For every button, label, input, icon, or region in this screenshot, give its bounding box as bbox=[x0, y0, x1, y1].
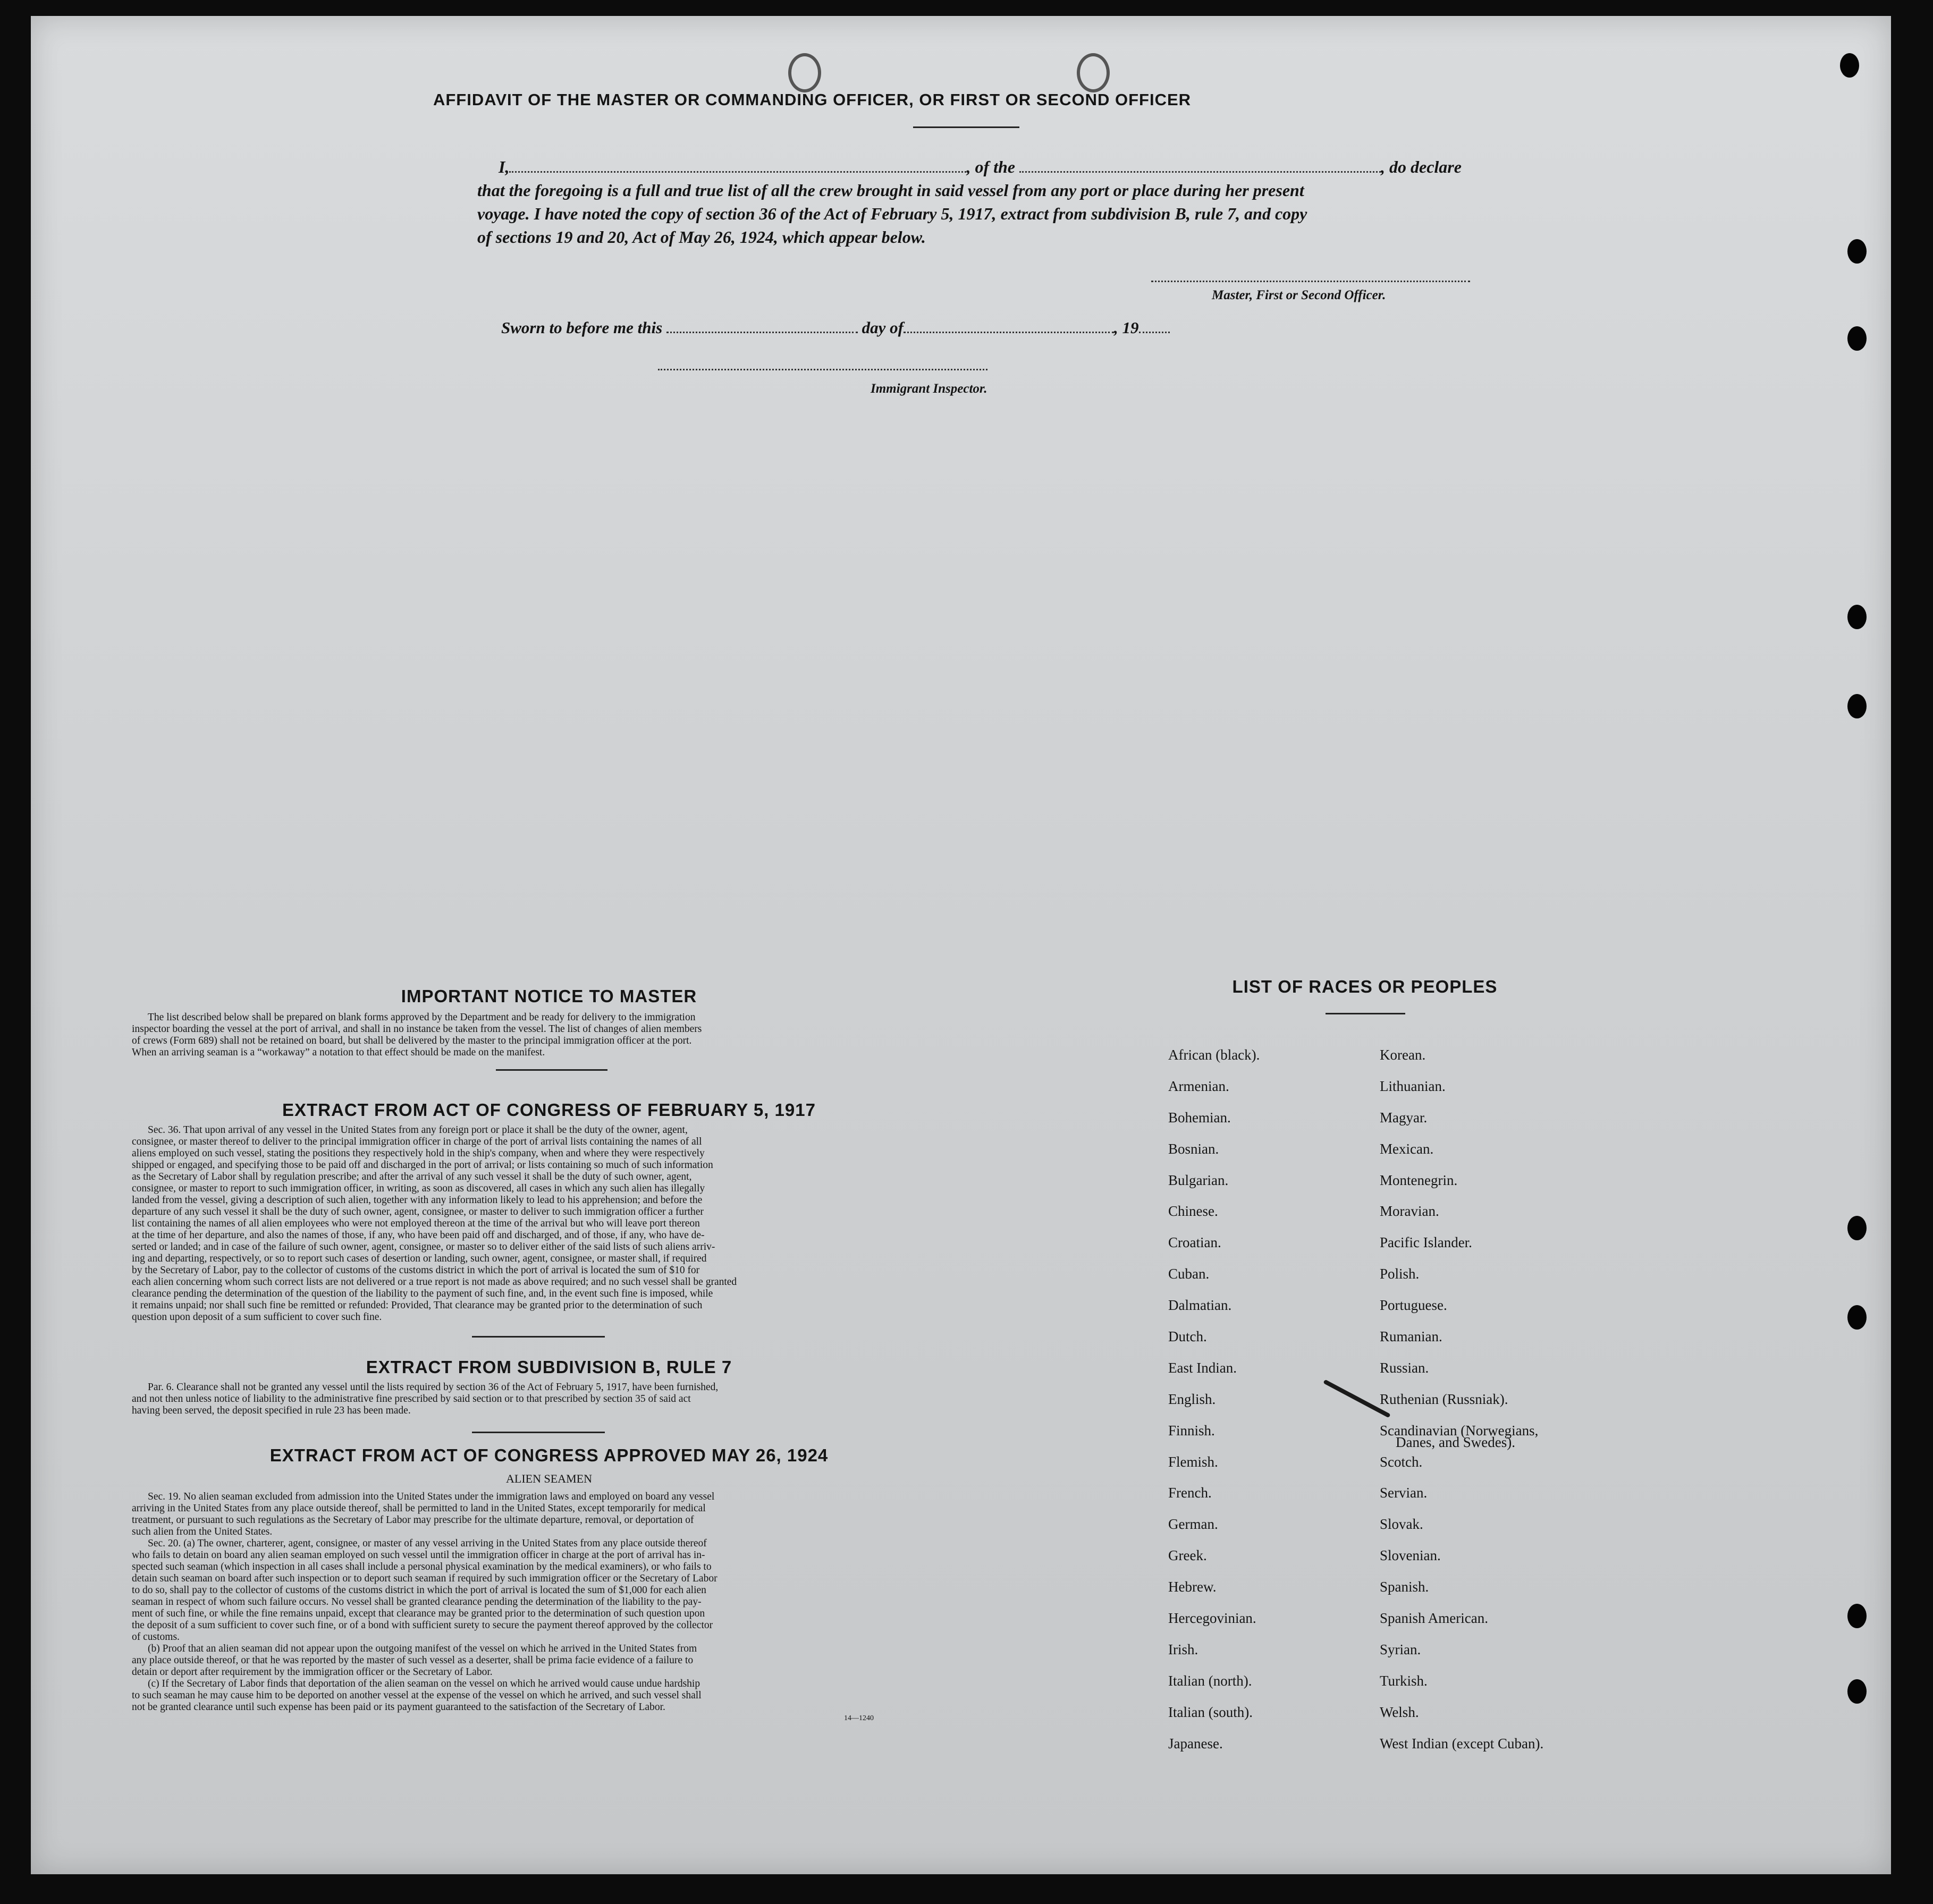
punch-hole bbox=[1847, 1216, 1867, 1240]
extract-line: ment of such fine, or while the fine remains unpaid, except that clearance may be granted prior to the determination of such question upon bbox=[132, 1608, 705, 1619]
extract-line: at the time of her departure, and also the names of those, if any, who have been paid off and discharged, and of those, if any, who have de- bbox=[132, 1230, 705, 1241]
races-title: LIST OF RACES OR PEOPLES bbox=[1232, 977, 1498, 996]
race-item: Ruthenian (Russniak). bbox=[1380, 1391, 1508, 1407]
extract-line: Sec. 19. No alien seaman excluded from admission into the United States under the immigration laws and employed on board any vessel bbox=[148, 1491, 715, 1502]
race-item: African (black). bbox=[1168, 1047, 1260, 1063]
races-column-2 bbox=[1380, 1039, 1656, 1759]
extract-rule7-title: EXTRACT FROM SUBDIVISION B, RULE 7 bbox=[366, 1357, 732, 1377]
section-rule bbox=[1326, 1013, 1405, 1014]
race-item: German. bbox=[1168, 1516, 1218, 1533]
extract-line: to do so, shall pay to the collector of customs of the customs district in which the port of arrival is located the sum of $1,000 for each alien bbox=[132, 1585, 706, 1596]
punch-hole bbox=[1847, 239, 1867, 264]
extract-line: (c) If the Secretary of Labor finds that deportation of the alien seaman on the vessel on which he arrived would cause undue hardship bbox=[148, 1678, 700, 1689]
extract-line: who fails to detain on board any alien seaman employed on such vessel until the immigration officer in charge at the port of arrival has in- bbox=[132, 1550, 705, 1561]
race-item: Bohemian. bbox=[1168, 1109, 1231, 1126]
race-item: Dutch. bbox=[1168, 1328, 1207, 1345]
affidavit-declaration bbox=[477, 155, 1535, 249]
sworn-label: Sworn to before me this bbox=[501, 318, 663, 337]
race-item: Chinese. bbox=[1168, 1203, 1218, 1220]
title-rule bbox=[913, 126, 1019, 128]
race-item: Bosnian. bbox=[1168, 1140, 1219, 1157]
race-item: Hercegovinian. bbox=[1168, 1610, 1256, 1627]
section-rule bbox=[472, 1336, 605, 1338]
extract-line: having been served, the deposit specified in rule 23 has been made. bbox=[132, 1405, 411, 1416]
extract-1917-title: EXTRACT FROM ACT OF CONGRESS OF FEBRUARY 5, 1917 bbox=[282, 1100, 816, 1120]
punch-ring bbox=[788, 53, 821, 92]
notice-line: inspector boarding the vessel at the port of arrival, and shall in no instance be taken from the vessel. The list of changes of alien members bbox=[132, 1023, 702, 1035]
extract-line: any place outside thereof, or that he was reported by the master of such vessel as a deserter, shall be prima facie evidence of a failure to bbox=[132, 1655, 694, 1666]
extract-line: and not then unless notice of liability to the administrative fine prescribed by said section or to that prescribed by section 35 of said act bbox=[132, 1393, 691, 1404]
punch-hole bbox=[1847, 694, 1867, 718]
extract-1924-subtitle: ALIEN SEAMEN bbox=[506, 1472, 592, 1485]
race-item: Syrian. bbox=[1380, 1641, 1421, 1657]
race-item: Turkish. bbox=[1380, 1672, 1428, 1689]
punch-hole bbox=[1847, 605, 1867, 629]
extract-line: treatment, or pursuant to such regulations as the Secretary of Labor may prescribe for the ultimate departure, removal, or deportation of bbox=[132, 1514, 694, 1526]
race-item: Italian (north). bbox=[1168, 1672, 1252, 1689]
race-item: Portuguese. bbox=[1380, 1297, 1447, 1314]
race-item: Welsh. bbox=[1380, 1704, 1419, 1720]
race-item: Moravian. bbox=[1380, 1203, 1439, 1220]
race-item: Spanish. bbox=[1380, 1579, 1429, 1595]
sworn-year-blank[interactable] bbox=[1139, 317, 1170, 333]
extract-line: Par. 6. Clearance shall not be granted any vessel until the lists required by section 36 of the Act of February 5, 1917, have been furnished, bbox=[148, 1382, 719, 1393]
race-item: French. bbox=[1168, 1485, 1212, 1501]
affidavit-title: AFFIDAVIT OF THE MASTER OR COMMANDING OFFICER, OR FIRST OR SECOND OFFICER bbox=[433, 90, 1192, 109]
notice-text bbox=[132, 1012, 966, 1059]
extract-line: aliens employed on such vessel, stating the positions they respectively hold in the ship's company, when and where they were respectively bbox=[132, 1148, 705, 1159]
extract-line: seaman in respect of whom such failure occurs. No vessel shall be granted clearance pending the determination of the liability to the pay- bbox=[132, 1596, 702, 1607]
extract-line: (b) Proof that an alien seaman did not appear upon the outgoing manifest of the vessel on which he arrived in the United States from bbox=[148, 1643, 697, 1654]
race-item: Slovenian. bbox=[1380, 1547, 1441, 1564]
race-item: Magyar. bbox=[1380, 1109, 1428, 1126]
punch-hole bbox=[1840, 53, 1859, 78]
notice-line: of crews (Form 689) shall not be retained on board, but shall be delivered by the master to the principal immigration officer at the port. bbox=[132, 1035, 692, 1046]
race-item: Polish. bbox=[1380, 1266, 1420, 1282]
extract-rule7-text bbox=[132, 1382, 966, 1417]
extract-line: consignee, or master thereof to deliver to the principal immigration officer in charge of the port of arrival lists containing the names of all bbox=[132, 1136, 702, 1147]
extract-line: departure of any such vessel it shall be the duty of such owner, agent, consignee, or master to deliver to such immigration officer a further bbox=[132, 1206, 704, 1217]
race-item: Spanish American. bbox=[1380, 1610, 1488, 1627]
sworn-day-blank[interactable] bbox=[666, 317, 858, 333]
do-declare-label: , do declare bbox=[1381, 157, 1462, 176]
extract-1917-text bbox=[132, 1124, 966, 1323]
race-item: Rumanian. bbox=[1380, 1328, 1442, 1345]
race-item: Croatian. bbox=[1168, 1234, 1221, 1251]
section-rule bbox=[496, 1069, 607, 1071]
race-item: Russian. bbox=[1380, 1359, 1429, 1376]
extract-line: serted or landed; and in case of the failure of such owner, agent, consignee, or master so to deliver either of the said lists of such aliens arriv- bbox=[132, 1241, 715, 1253]
race-item: Armenian. bbox=[1168, 1078, 1229, 1094]
race-item: Italian (south). bbox=[1168, 1704, 1253, 1720]
extract-line: by the Secretary of Labor, pay to the collector of customs of the customs district in which the port of arrival is located the sum of $10 for bbox=[132, 1265, 700, 1276]
race-item: Cuban. bbox=[1168, 1266, 1210, 1282]
race-item: Pacific Islander. bbox=[1380, 1234, 1472, 1251]
i-label: I, bbox=[499, 157, 510, 176]
extract-line: landed from the vessel, giving a description of such alien, together with any information likely to lead to his apprehension; and before the bbox=[132, 1195, 703, 1206]
race-item: Flemish. bbox=[1168, 1453, 1218, 1470]
officer-name-blank[interactable] bbox=[509, 156, 966, 173]
punch-ring bbox=[1077, 53, 1110, 92]
race-item: Japanese. bbox=[1168, 1735, 1223, 1751]
extract-line: arriving in the United States from any place outside thereof, shall be permitted to land in the United States, except temporarily for medical bbox=[132, 1503, 706, 1514]
extract-line: clearance pending the determination of the question of the liability to the payment of such fine, and, in the event such fine is imposed, while bbox=[132, 1288, 713, 1299]
race-item-continuation: Danes, and Swedes). bbox=[1396, 1434, 1515, 1450]
extract-line: detain or deport after requirement by the immigration officer or the Secretary of Labor. bbox=[132, 1666, 493, 1678]
form-number: 14—1240 bbox=[844, 1714, 874, 1722]
extract-line: Sec. 20. (a) The owner, charterer, agent, consignee, or master of any vessel arriving in the United States from any place outside thereof bbox=[148, 1538, 707, 1549]
extract-1924-title: EXTRACT FROM ACT OF CONGRESS APPROVED MAY 26, 1924 bbox=[269, 1445, 829, 1465]
race-item: East Indian. bbox=[1168, 1359, 1237, 1376]
declaration-line-3: of sections 19 and 20, Act of May 26, 1924, which appear below. bbox=[477, 227, 926, 247]
extract-line: it remains unpaid; nor shall such fine be remitted or refunded: Provided, That clearance may be granted prior to the determination of such bbox=[132, 1300, 703, 1311]
race-item: Greek. bbox=[1168, 1547, 1207, 1564]
race-item: Korean. bbox=[1380, 1047, 1426, 1063]
extract-line: each alien concerning whom such correct lists are not delivered or a true report is not made as above required; and no such vessel shall be granted bbox=[132, 1276, 737, 1288]
extract-line: such alien from the United States. bbox=[132, 1526, 273, 1537]
race-item-scandinavian bbox=[1380, 1415, 1656, 1450]
punch-hole bbox=[1847, 1305, 1867, 1330]
of-the-label: , of the bbox=[966, 157, 1015, 176]
extract-line: detain such seaman on board after such inspection or to deport such seaman if required by such immigration officer or the Secretary of Labor bbox=[132, 1573, 718, 1584]
race-item: Scandinavian (Norwegians, bbox=[1380, 1422, 1539, 1438]
extract-line: question upon deposit of a sum sufficient to cover such fine. bbox=[132, 1311, 382, 1323]
sworn-line bbox=[501, 317, 1170, 337]
race-item: West Indian (except Cuban). bbox=[1380, 1735, 1544, 1751]
notice-title: IMPORTANT NOTICE TO MASTER bbox=[401, 986, 697, 1006]
sworn-month-blank[interactable] bbox=[904, 317, 1114, 333]
race-item: Finnish. bbox=[1168, 1422, 1215, 1438]
year-label: , 19 bbox=[1114, 318, 1139, 337]
extract-1924-text bbox=[132, 1491, 966, 1713]
races-column-1 bbox=[1168, 1039, 1370, 1759]
vessel-name-blank[interactable] bbox=[1019, 156, 1381, 173]
punch-hole bbox=[1847, 326, 1867, 351]
document-page bbox=[31, 16, 1891, 1874]
notice-line: The list described below shall be prepared on blank forms approved by the Department and be ready for delivery to the immigration bbox=[148, 1012, 696, 1023]
race-item: Hebrew. bbox=[1168, 1579, 1217, 1595]
race-item: Montenegrin. bbox=[1380, 1172, 1458, 1188]
race-item: Irish. bbox=[1168, 1641, 1198, 1657]
extract-line: consignee, or master to report to such immigration officer, in writing, as soon as discovered, all cases in which any such alien has illegally bbox=[132, 1183, 705, 1194]
extract-line: the deposit of a sum sufficient to cover such fine, or of a bond with sufficient surety to secure the payment thereof approved by the collector bbox=[132, 1620, 713, 1631]
extract-line: spected such seaman (which inspection in all cases shall include a personal physical examination by the medical examiners), or who fails to bbox=[132, 1561, 712, 1572]
inspector-signature-line[interactable] bbox=[658, 369, 987, 370]
extract-line: to such seaman he may cause him to be deported on another vessel at the expense of the vessel on which he arrived, and such vessel shall bbox=[132, 1690, 702, 1701]
extract-line: ing and departing, respectively, or so to report such cases of desertion or landing, such owner, agent, consignee, or master shall, if required bbox=[132, 1253, 707, 1264]
extract-line: not be granted clearance until such expense has been paid or its payment guaranteed to the satisfaction of the Secretary of Labor. bbox=[132, 1702, 665, 1713]
race-item: Servian. bbox=[1380, 1485, 1428, 1501]
notice-line: When an arriving seaman is a “workaway” a notation to that effect should be made on the manifest. bbox=[132, 1047, 545, 1058]
race-item: Mexican. bbox=[1380, 1140, 1434, 1157]
inspector-label: Immigrant Inspector. bbox=[871, 382, 987, 396]
race-item: Dalmatian. bbox=[1168, 1297, 1232, 1314]
declaration-line-2: voyage. I have noted the copy of section 36 of the Act of February 5, 1917, extract from subdivision B, rule 7, and copy bbox=[477, 204, 1307, 223]
extract-line: list containing the names of all alien employees who were not employed thereon at the time of the arrival but who will leave port thereon bbox=[132, 1218, 700, 1229]
race-item: Scotch. bbox=[1380, 1453, 1423, 1470]
declaration-line-1: that the foregoing is a full and true list of all the crew brought in said vessel from any port or place during her present bbox=[477, 181, 1304, 200]
extract-line: shipped or engaged, and specifying those to be paid off and discharged in the port of arrival; or lists containing so much of such information bbox=[132, 1160, 713, 1171]
race-item: English. bbox=[1168, 1391, 1216, 1407]
master-signature-label: Master, First or Second Officer. bbox=[1212, 288, 1386, 302]
punch-hole bbox=[1847, 1679, 1867, 1704]
race-item: Lithuanian. bbox=[1380, 1078, 1446, 1094]
punch-hole bbox=[1847, 1604, 1867, 1628]
extract-line: of customs. bbox=[132, 1631, 180, 1643]
master-signature-line[interactable] bbox=[1151, 281, 1470, 282]
day-of-label: day of bbox=[862, 318, 904, 337]
extract-line: Sec. 36. That upon arrival of any vessel in the United States from any foreign port or place it shall be the duty of the owner, agent, bbox=[148, 1124, 688, 1136]
race-item: Slovak. bbox=[1380, 1516, 1423, 1533]
extract-line: as the Secretary of Labor shall by regulation prescribe; and after the arrival of any such vessel it shall be the duty of such owner, agent, bbox=[132, 1171, 692, 1182]
race-item: Bulgarian. bbox=[1168, 1172, 1229, 1188]
section-rule bbox=[472, 1432, 605, 1433]
